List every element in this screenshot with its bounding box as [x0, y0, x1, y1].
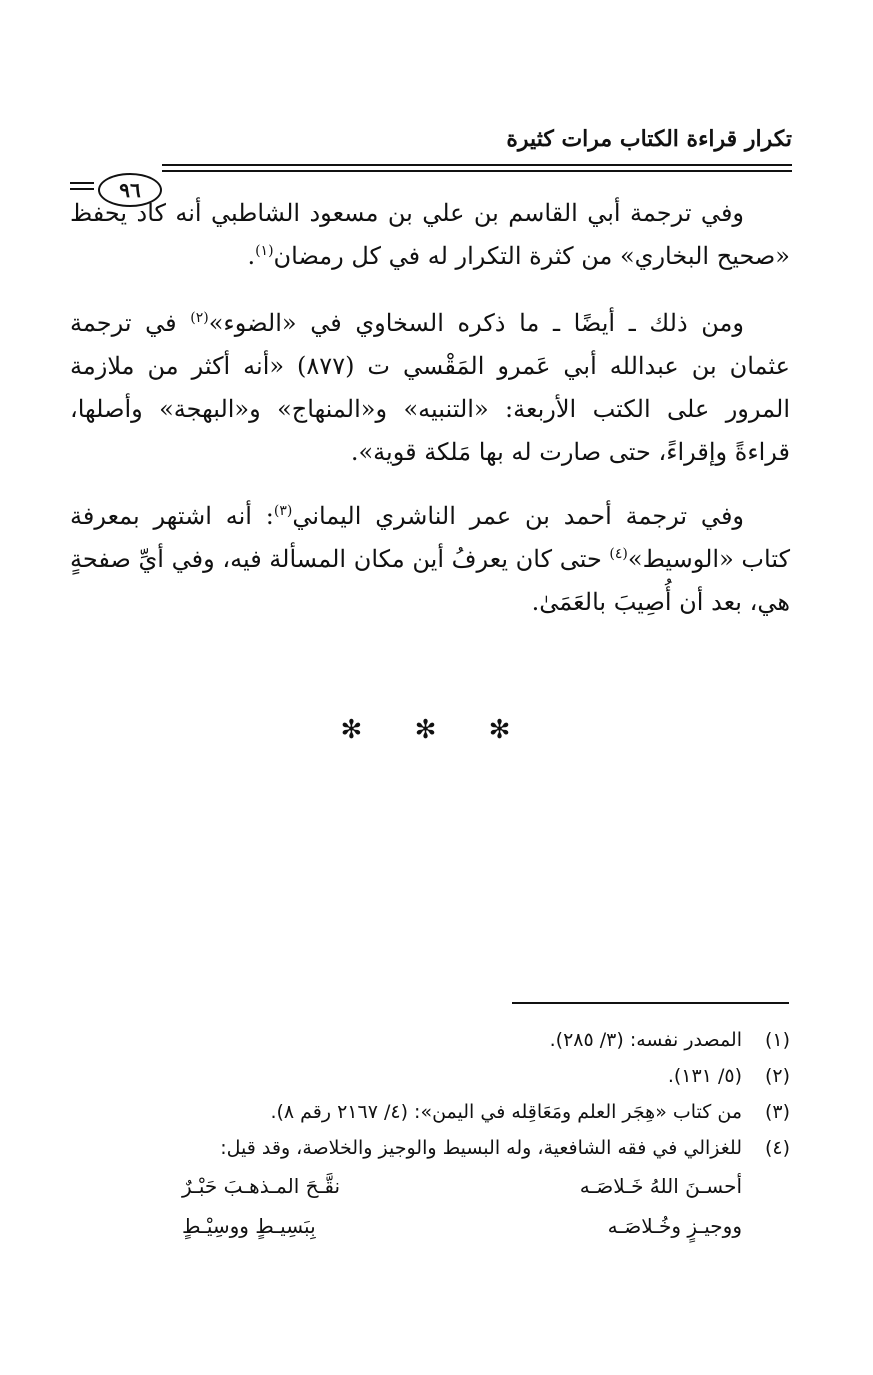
verse-hemistich: نقَّـحَ المـذهـبَ حَبْـرٌ	[182, 1174, 341, 1198]
paragraph-text: وفي ترجمة أبي القاسم بن علي بن مسعود الشاطبي أنه كاد يحفظ «صحيح البخاري» من كثرة التكرار له في كل رمضان	[70, 199, 790, 270]
verse-line	[182, 1206, 742, 1246]
paragraph-text: .	[247, 242, 256, 270]
paragraph-3	[70, 495, 790, 624]
footnote-text: من كتاب «هِجَر العلم ومَعَاقِله في اليمن»: (٤/ ٢١٦٧ رقم ٨).	[270, 1101, 742, 1123]
footnote-item	[70, 1058, 790, 1094]
footnote-text: المصدر نفسه: (٣/ ٢٨٥).	[549, 1029, 742, 1051]
running-header	[70, 126, 792, 202]
header-rule-top	[162, 164, 792, 166]
footnote-number: (١)	[764, 1029, 790, 1051]
verse	[182, 1166, 742, 1246]
paragraph-text: في ترجمة عثمان بن عبدالله أبي عَمرو المَقْسي ت (٨٧٧) «أنه أكثر من ملازمة المرور على الكتب الأربعة: «التنبيه» و«المنهاج» و«البهجة» وأصلها، قراءةً وإقراءً، حتى صارت له بها مَلكة قوية».	[70, 309, 790, 466]
footnote-text: (٥/ ١٣١).	[667, 1065, 742, 1087]
header-title: تكرار قراءة الكتاب مرات كثيرة	[506, 126, 792, 152]
footnote-ref: (٢)	[190, 310, 209, 326]
paragraph-text: حتى كان يعرفُ أين مكان المسألة فيه، وفي أيِّ صفحةٍ هي، بعد أن أُصِيبَ بالعَمَىٰ.	[70, 545, 790, 616]
verse-hemistich: ووجيـزٍ وخُـلاصَـه	[607, 1214, 742, 1238]
footnote-number: (٣)	[764, 1101, 790, 1123]
header-rule-left-2	[70, 188, 94, 190]
footnote-text: للغزالي في فقه الشافعية، وله البسيط والوجيز والخلاصة، وقد قيل:	[220, 1137, 742, 1159]
footnote-item	[70, 1130, 790, 1166]
footnote-number: (٤)	[764, 1137, 790, 1159]
paragraph-2	[70, 302, 790, 474]
footnote-ref: (٤)	[609, 546, 628, 562]
footnote-number: (٢)	[764, 1065, 790, 1087]
footnote-ref: (١)	[255, 243, 274, 259]
verse-hemistich: بِبَسِيـطٍ ووسِيْـطٍ	[182, 1214, 316, 1238]
footnote-ref: (٣)	[273, 503, 293, 519]
paragraph-text: ومن ذلك ـ أيضًا ـ ما ذكره السخاوي في «الضوء»	[208, 309, 744, 337]
header-rule-bottom	[162, 170, 792, 172]
footnote-item	[70, 1094, 790, 1130]
section-separator: ✻ ✻ ✻	[340, 715, 533, 745]
footnote-divider	[512, 1002, 789, 1004]
page-number-text: ٩٦	[119, 178, 141, 202]
footnote-item	[70, 1022, 790, 1058]
paragraph-1	[70, 192, 790, 278]
footnotes	[70, 1022, 790, 1246]
paragraph-text: : أنه اشتهر بمعرفة كتاب «الوسيط»	[70, 502, 790, 573]
header-rule-left-1	[70, 182, 94, 184]
paragraph-text: وفي ترجمة أحمد بن عمر الناشري اليماني	[292, 502, 744, 530]
verse-line	[182, 1166, 742, 1206]
verse-hemistich: أحسـنَ اللهُ خَـلاصَـه	[579, 1174, 742, 1198]
